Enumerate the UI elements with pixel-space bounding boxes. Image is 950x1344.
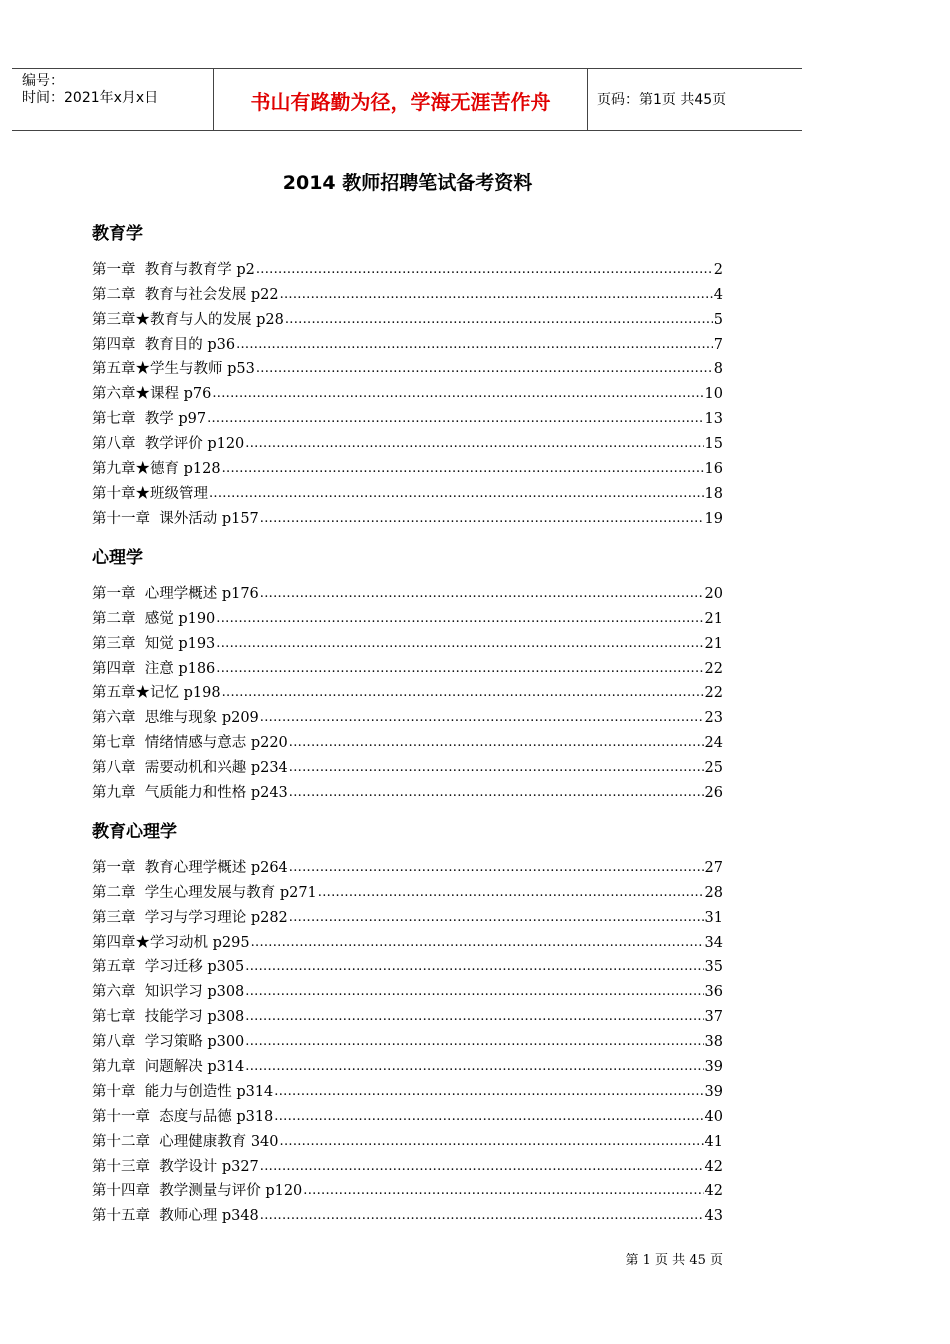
toc-dot-leader: [289, 758, 704, 777]
toc-list-pedagogy: [92, 254, 723, 528]
toc-entry: [92, 902, 723, 927]
toc-entry-title: 第五章★记忆 p198: [92, 685, 221, 702]
toc-dot-leader: [289, 858, 704, 877]
toc-entry: [92, 428, 723, 453]
toc-entry-title: 第九章 问题解决 p314: [92, 1059, 245, 1076]
toc-entry: [92, 952, 723, 977]
toc-dot-leader: [280, 285, 713, 304]
toc-dot-leader: [216, 634, 703, 653]
toc-entry-page: 2: [713, 261, 723, 278]
toc-dot-leader: [289, 783, 704, 802]
page-header-table: [12, 68, 802, 131]
toc-entry-title: 第十二章 心理健康教育 340: [92, 1133, 279, 1150]
document-title: 2014 教师招聘笔试备考资料: [282, 172, 533, 194]
toc-entry: [92, 329, 723, 354]
toc-entry-title: 第六章★课程 p76: [92, 386, 212, 403]
toc-dot-leader: [256, 359, 713, 378]
toc-dot-leader: [260, 708, 704, 727]
toc-dot-leader: [245, 1057, 703, 1076]
document-number-label: 编号：: [22, 73, 64, 89]
toc-dot-leader: [260, 1157, 704, 1176]
toc-dot-leader: [245, 1007, 703, 1026]
toc-entry-page: 41: [704, 1133, 723, 1150]
toc-entry: [92, 603, 723, 628]
toc-entry: [92, 678, 723, 703]
section-heading-psychology: 心理学: [92, 548, 143, 568]
toc-dot-leader: [216, 659, 703, 678]
toc-entry-page: 15: [704, 436, 723, 453]
toc-entry-title: 第七章 技能学习 p308: [92, 1009, 245, 1026]
toc-entry: [92, 702, 723, 727]
toc-entry: [92, 628, 723, 653]
toc-dot-leader: [303, 1181, 703, 1200]
toc-entry-title: 第三章 知觉 p193: [92, 635, 216, 652]
toc-entry: [92, 453, 723, 478]
toc-entry-title: 第八章 学习策略 p300: [92, 1034, 245, 1051]
toc-entry-page: 19: [704, 510, 723, 527]
toc-entry-page: 36: [704, 984, 723, 1001]
toc-entry-page: 8: [713, 361, 723, 378]
section-heading-educational-psychology: 教育心理学: [92, 822, 177, 842]
toc-entry-page: 22: [704, 685, 723, 702]
toc-dot-leader: [245, 434, 703, 453]
toc-entry: [92, 752, 723, 777]
toc-entry-page: 4: [713, 286, 723, 303]
header-right-cell: [587, 69, 802, 130]
toc-entry-title: 第三章 学习与学习理论 p282: [92, 909, 288, 926]
toc-entry-page: 21: [704, 610, 723, 627]
toc-dot-leader: [222, 683, 704, 702]
toc-entry: [92, 1126, 723, 1151]
toc-entry-page: 7: [713, 336, 723, 353]
toc-entry: [92, 653, 723, 678]
toc-entry: [92, 1101, 723, 1126]
toc-entry-page: 25: [704, 760, 723, 777]
toc-entry-title: 第六章 思维与现象 p209: [92, 710, 259, 727]
toc-entry-page: 26: [704, 785, 723, 802]
toc-entry: [92, 1176, 723, 1201]
toc-entry-page: 34: [704, 934, 723, 951]
toc-entry: [92, 727, 723, 752]
toc-entry-page: 16: [704, 461, 723, 478]
toc-dot-leader: [212, 384, 703, 403]
toc-dot-leader: [260, 1206, 704, 1225]
toc-dot-leader: [216, 609, 703, 628]
toc-entry-page: 10: [704, 386, 723, 403]
toc-entry: [92, 1001, 723, 1026]
toc-entry-title: 第二章 感觉 p190: [92, 610, 216, 627]
toc-entry-title: 第六章 知识学习 p308: [92, 984, 245, 1001]
toc-entry: [92, 578, 723, 603]
toc-entry-title: 第十四章 教学测量与评价 p120: [92, 1183, 303, 1200]
toc-entry-title: 第四章 注意 p186: [92, 660, 216, 677]
toc-entry-page: 31: [704, 909, 723, 926]
toc-entry-page: 5: [713, 311, 723, 328]
toc-dot-leader: [245, 982, 703, 1001]
toc-entry-page: 37: [704, 1009, 723, 1026]
toc-list-psychology: [92, 578, 723, 802]
toc-entry-title: 第十章★班级管理: [92, 485, 208, 502]
toc-entry-title: 第九章 气质能力和性格 p243: [92, 785, 288, 802]
toc-entry: [92, 478, 723, 503]
toc-entry-title: 第一章 教育与教育学 p2: [92, 261, 255, 278]
toc-entry-title: 第二章 教育与社会发展 p22: [92, 286, 279, 303]
toc-entry-title: 第四章 教育目的 p36: [92, 336, 236, 353]
toc-entry-title: 第十一章 课外活动 p157: [92, 510, 259, 527]
toc-entry-page: 23: [704, 710, 723, 727]
toc-entry-page: 27: [704, 859, 723, 876]
toc-entry: [92, 927, 723, 952]
toc-entry-title: 第七章 教学 p97: [92, 411, 207, 428]
toc-dot-leader: [289, 733, 704, 752]
toc-entry-title: 第七章 情绪情感与意志 p220: [92, 735, 288, 752]
toc-dot-leader: [207, 409, 703, 428]
toc-dot-leader: [260, 584, 704, 603]
toc-entry-page: 21: [704, 635, 723, 652]
toc-entry: [92, 378, 723, 403]
toc-list-educational-psychology: [92, 852, 723, 1225]
toc-dot-leader: [209, 484, 704, 503]
toc-entry-title: 第八章 需要动机和兴趣 p234: [92, 760, 288, 777]
toc-entry: [92, 1026, 723, 1051]
toc-entry-title: 第八章 教学评价 p120: [92, 436, 245, 453]
toc-dot-leader: [245, 957, 703, 976]
toc-entry-page: 40: [704, 1108, 723, 1125]
toc-dot-leader: [260, 509, 704, 528]
toc-entry: [92, 254, 723, 279]
toc-entry-title: 第四章★学习动机 p295: [92, 934, 250, 951]
toc-entry-title: 第一章 心理学概述 p176: [92, 585, 259, 602]
toc-entry-title: 第五章 学习迁移 p305: [92, 959, 245, 976]
toc-entry-title: 第三章★教育与人的发展 p28: [92, 311, 284, 328]
toc-entry-page: 39: [704, 1083, 723, 1100]
toc-dot-leader: [236, 335, 713, 354]
toc-entry: [92, 354, 723, 379]
toc-entry-page: 42: [704, 1158, 723, 1175]
toc-entry: [92, 1051, 723, 1076]
toc-entry-page: 20: [704, 585, 723, 602]
toc-dot-leader: [280, 1132, 704, 1151]
section-heading-pedagogy: 教育学: [92, 224, 143, 244]
toc-entry: [92, 1151, 723, 1176]
toc-entry-page: 18: [704, 485, 723, 502]
toc-entry-title: 第十五章 教师心理 p348: [92, 1208, 259, 1225]
toc-entry-page: 42: [704, 1183, 723, 1200]
toc-entry-page: 38: [704, 1034, 723, 1051]
toc-dot-leader: [222, 459, 704, 478]
page-footer: 第 1 页 共 45 页: [625, 1253, 723, 1268]
toc-dot-leader: [245, 1032, 703, 1051]
toc-entry-title: 第五章★学生与教师 p53: [92, 361, 255, 378]
toc-entry: [92, 1076, 723, 1101]
toc-entry-title: 第十一章 态度与品德 p318: [92, 1108, 274, 1125]
toc-entry-page: 35: [704, 959, 723, 976]
header-center-cell: [213, 69, 588, 130]
toc-entry: [92, 1200, 723, 1225]
toc-dot-leader: [289, 908, 704, 927]
toc-entry-page: 39: [704, 1059, 723, 1076]
toc-entry: [92, 304, 723, 329]
header-left-cell: [12, 69, 213, 130]
toc-entry-page: 24: [704, 735, 723, 752]
toc-entry-page: 22: [704, 660, 723, 677]
toc-entry: [92, 976, 723, 1001]
toc-entry: [92, 777, 723, 802]
toc-entry: [92, 403, 723, 428]
toc-entry: [92, 877, 723, 902]
toc-entry-title: 第一章 教育心理学概述 p264: [92, 859, 288, 876]
toc-dot-leader: [318, 883, 704, 902]
toc-entry-page: 13: [704, 411, 723, 428]
toc-entry-title: 第二章 学生心理发展与教育 p271: [92, 884, 317, 901]
toc-entry: [92, 279, 723, 304]
toc-entry-title: 第九章★德育 p128: [92, 461, 221, 478]
toc-dot-leader: [251, 933, 704, 952]
header-page-label: 页码：第1页 共45页: [597, 92, 727, 108]
toc-entry: [92, 503, 723, 528]
toc-entry-title: 第十三章 教学设计 p327: [92, 1158, 259, 1175]
header-motto: 书山有路勤为径，学海无涯苦作舟: [250, 90, 551, 114]
toc-dot-leader: [285, 310, 713, 329]
toc-entry: [92, 852, 723, 877]
toc-dot-leader: [256, 260, 713, 279]
document-time-label: 时间：2021年x月x日: [22, 90, 159, 106]
toc-entry-page: 43: [704, 1208, 723, 1225]
toc-dot-leader: [274, 1082, 703, 1101]
toc-entry-title: 第十章 能力与创造性 p314: [92, 1083, 274, 1100]
toc-dot-leader: [274, 1107, 703, 1126]
toc-entry-page: 28: [704, 884, 723, 901]
